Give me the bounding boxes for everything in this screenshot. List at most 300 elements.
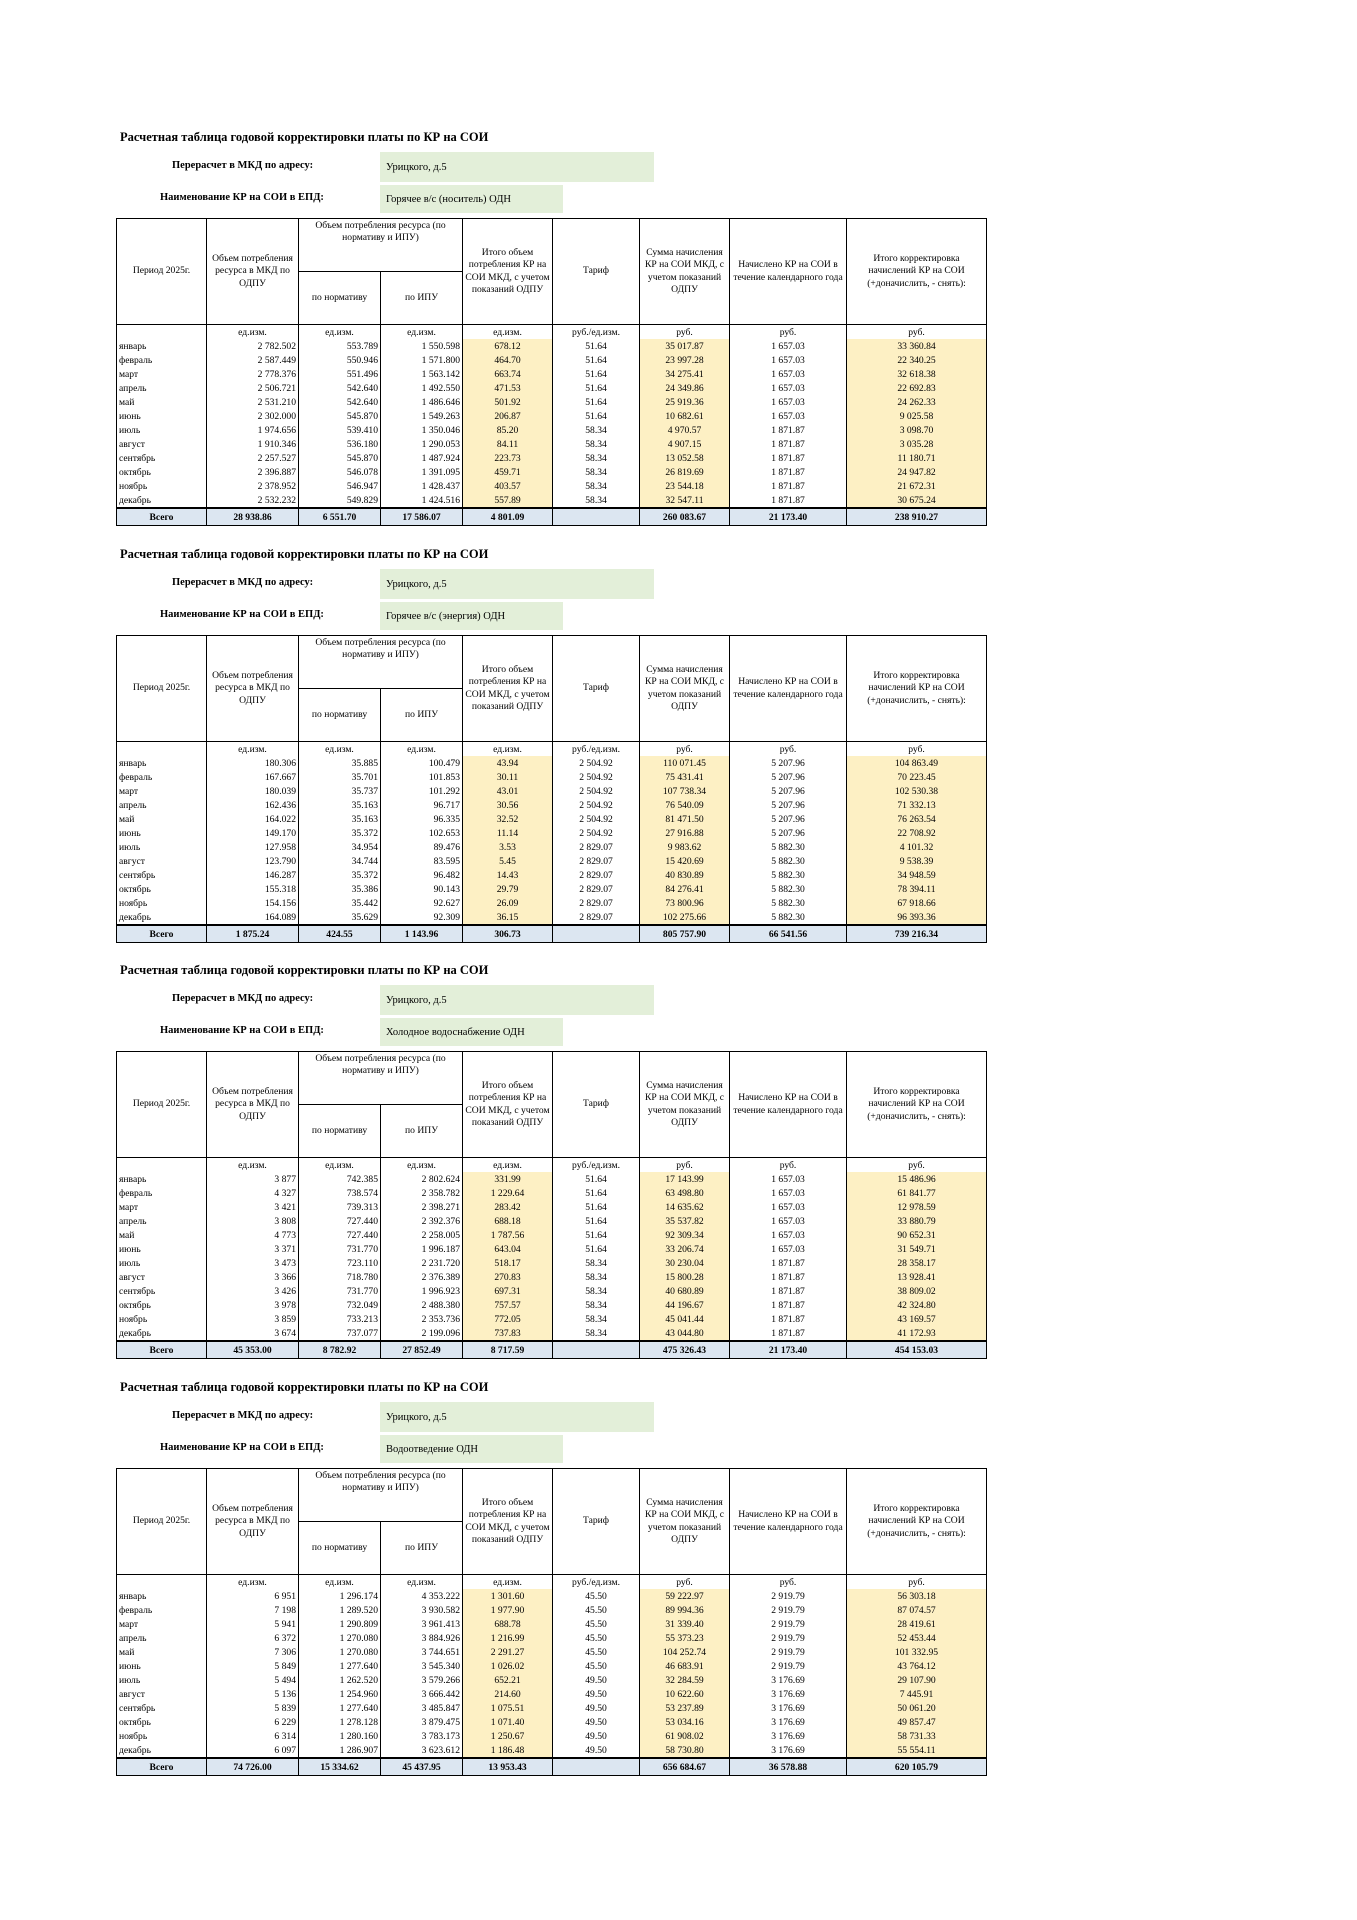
unit-cell <box>117 1158 207 1173</box>
header-total-volume: Итого объем потребления КР на СОИ МКД, с учетом показаний ОДПУ <box>463 1469 553 1575</box>
value-cell: 49.50 <box>553 1701 640 1715</box>
table-row <box>117 1645 987 1659</box>
table-row <box>117 1673 987 1687</box>
unit-cell: ед.изм. <box>463 325 553 340</box>
value-cell: 58.34 <box>553 465 640 479</box>
table-row <box>117 1631 987 1645</box>
value-cell: 737.077 <box>299 1326 381 1341</box>
value-cell: 1 391.095 <box>381 465 463 479</box>
value-cell: 33 880.79 <box>847 1214 987 1228</box>
value-cell: 2 829.07 <box>553 840 640 854</box>
month-cell: март <box>117 1617 207 1631</box>
value-cell: 550.946 <box>299 353 381 367</box>
value-cell: 3 783.173 <box>381 1729 463 1743</box>
total-cell: 1 143.96 <box>381 925 463 943</box>
value-cell: 22 692.83 <box>847 381 987 395</box>
value-cell: 32 284.59 <box>640 1673 730 1687</box>
table-row <box>117 868 987 882</box>
value-cell: 3 930.582 <box>381 1603 463 1617</box>
value-cell: 643.04 <box>463 1242 553 1256</box>
value-cell: 1 657.03 <box>730 1172 847 1186</box>
unit-cell: ед.изм. <box>299 1158 381 1173</box>
kr-name-label: Наименование КР на СОИ в ЕПД: <box>160 1442 324 1453</box>
value-cell: 10 682.61 <box>640 409 730 423</box>
value-cell: 739.313 <box>299 1200 381 1214</box>
unit-cell: ед.изм. <box>299 325 381 340</box>
value-cell: 688.78 <box>463 1617 553 1631</box>
value-cell: 92 309.34 <box>640 1228 730 1242</box>
value-cell: 22 708.92 <box>847 826 987 840</box>
table-row <box>117 896 987 910</box>
value-cell: 45.50 <box>553 1603 640 1617</box>
kr-name-label: Наименование КР на СОИ в ЕПД: <box>160 192 324 203</box>
value-cell: 464.70 <box>463 353 553 367</box>
table-row <box>117 493 987 508</box>
value-cell: 35.442 <box>299 896 381 910</box>
value-cell: 1 286.907 <box>299 1743 381 1758</box>
value-cell: 5 494 <box>207 1673 299 1687</box>
value-cell: 53 237.89 <box>640 1701 730 1715</box>
value-cell: 90.143 <box>381 882 463 896</box>
value-cell: 1 424.516 <box>381 493 463 508</box>
value-cell: 75 431.41 <box>640 770 730 784</box>
value-cell: 43 764.12 <box>847 1659 987 1673</box>
table-row <box>117 1214 987 1228</box>
value-cell: 23 997.28 <box>640 353 730 367</box>
value-cell: 31 549.71 <box>847 1242 987 1256</box>
value-cell: 403.57 <box>463 479 553 493</box>
value-cell: 43 169.57 <box>847 1312 987 1326</box>
value-cell: 43 044.80 <box>640 1326 730 1341</box>
value-cell: 35.163 <box>299 798 381 812</box>
value-cell: 501.92 <box>463 395 553 409</box>
month-cell: декабрь <box>117 493 207 508</box>
header-by-ipu: по ИПУ <box>381 1522 463 1575</box>
header-accrued: Начислено КР на СОИ в течение календарного года <box>730 1469 847 1575</box>
value-cell: 3 744.651 <box>381 1645 463 1659</box>
value-cell: 727.440 <box>299 1228 381 1242</box>
value-cell: 2 291.27 <box>463 1645 553 1659</box>
total-row <box>117 1341 987 1359</box>
table-row <box>117 423 987 437</box>
total-label: Всего <box>117 1758 207 1776</box>
value-cell: 3 176.69 <box>730 1701 847 1715</box>
month-cell: август <box>117 1687 207 1701</box>
value-cell: 102 530.38 <box>847 784 987 798</box>
table-row <box>117 381 987 395</box>
value-cell: 331.99 <box>463 1172 553 1186</box>
value-cell: 742.385 <box>299 1172 381 1186</box>
value-cell: 772.05 <box>463 1312 553 1326</box>
value-cell: 102.653 <box>381 826 463 840</box>
value-cell: 1 250.67 <box>463 1729 553 1743</box>
value-cell: 223.73 <box>463 451 553 465</box>
value-cell: 3 035.28 <box>847 437 987 451</box>
value-cell: 58.34 <box>553 451 640 465</box>
correction-section <box>116 1380 986 1780</box>
header-correction: Итого корректировка начислений КР на СОИ (+доначислить, - снять): <box>847 1052 987 1158</box>
section-title: Расчетная таблица годовой корректировки платы по КР на СОИ <box>120 130 489 144</box>
month-cell: июнь <box>117 826 207 840</box>
month-cell: январь <box>117 339 207 353</box>
kr-name-label: Наименование КР на СОИ в ЕПД: <box>160 609 324 620</box>
header-accrued: Начислено КР на СОИ в течение календарного года <box>730 636 847 742</box>
value-cell: 539.410 <box>299 423 381 437</box>
value-cell: 17 143.99 <box>640 1172 730 1186</box>
total-cell: 656 684.67 <box>640 1758 730 1776</box>
header-accrued: Начислено КР на СОИ в течение календарного года <box>730 1052 847 1158</box>
kr-name-value: Водоотведение ОДН <box>380 1435 563 1463</box>
header-volume-group: Объем потребления ресурса (по нормативу и ИПУ) <box>299 219 463 272</box>
value-cell: 154.156 <box>207 896 299 910</box>
value-cell: 1 871.87 <box>730 1326 847 1341</box>
month-cell: февраль <box>117 1186 207 1200</box>
value-cell: 1 262.520 <box>299 1673 381 1687</box>
value-cell: 43.94 <box>463 756 553 770</box>
header-period: Период 2025г. <box>117 636 207 742</box>
value-cell: 678.12 <box>463 339 553 353</box>
value-cell: 5 882.30 <box>730 840 847 854</box>
value-cell: 2 231.720 <box>381 1256 463 1270</box>
value-cell: 2 919.79 <box>730 1603 847 1617</box>
value-cell: 1 974.656 <box>207 423 299 437</box>
value-cell: 33 360.84 <box>847 339 987 353</box>
value-cell: 732.049 <box>299 1298 381 1312</box>
value-cell: 5 882.30 <box>730 868 847 882</box>
value-cell: 1 277.640 <box>299 1701 381 1715</box>
value-cell: 102 275.66 <box>640 910 730 925</box>
table-row <box>117 756 987 770</box>
value-cell: 1 290.809 <box>299 1617 381 1631</box>
value-cell: 3 877 <box>207 1172 299 1186</box>
value-cell: 85.20 <box>463 423 553 437</box>
month-cell: сентябрь <box>117 868 207 882</box>
table-row <box>117 1298 987 1312</box>
value-cell: 35 537.82 <box>640 1214 730 1228</box>
value-cell: 5 882.30 <box>730 896 847 910</box>
table-row <box>117 910 987 925</box>
value-cell: 9 025.58 <box>847 409 987 423</box>
total-cell: 260 083.67 <box>640 508 730 526</box>
value-cell: 35.386 <box>299 882 381 896</box>
month-cell: декабрь <box>117 1743 207 1758</box>
total-cell: 238 910.27 <box>847 508 987 526</box>
value-cell: 4 101.32 <box>847 840 987 854</box>
month-cell: июнь <box>117 409 207 423</box>
value-cell: 83.595 <box>381 854 463 868</box>
value-cell: 146.287 <box>207 868 299 882</box>
value-cell: 49.50 <box>553 1687 640 1701</box>
value-cell: 557.89 <box>463 493 553 508</box>
value-cell: 43.01 <box>463 784 553 798</box>
value-cell: 1 487.924 <box>381 451 463 465</box>
value-cell: 1 871.87 <box>730 465 847 479</box>
correction-table <box>116 635 987 943</box>
total-row <box>117 508 987 526</box>
table-row <box>117 339 987 353</box>
value-cell: 553.789 <box>299 339 381 353</box>
value-cell: 2 829.07 <box>553 910 640 925</box>
value-cell: 3 473 <box>207 1256 299 1270</box>
value-cell: 1 657.03 <box>730 381 847 395</box>
value-cell: 14 635.62 <box>640 1200 730 1214</box>
value-cell: 738.574 <box>299 1186 381 1200</box>
header-total-volume: Итого объем потребления КР на СОИ МКД, с учетом показаний ОДПУ <box>463 636 553 742</box>
value-cell: 3 623.612 <box>381 1743 463 1758</box>
header-volume-group: Объем потребления ресурса (по нормативу и ИПУ) <box>299 1469 463 1522</box>
value-cell: 96.335 <box>381 812 463 826</box>
value-cell: 546.078 <box>299 465 381 479</box>
value-cell: 1 657.03 <box>730 339 847 353</box>
value-cell: 107 738.34 <box>640 784 730 798</box>
value-cell: 2 587.449 <box>207 353 299 367</box>
value-cell: 29.79 <box>463 882 553 896</box>
value-cell: 45.50 <box>553 1589 640 1603</box>
correction-table <box>116 218 987 526</box>
unit-cell: руб. <box>847 742 987 757</box>
value-cell: 1 871.87 <box>730 1270 847 1284</box>
section-title: Расчетная таблица годовой корректировки платы по КР на СОИ <box>120 547 489 561</box>
value-cell: 283.42 <box>463 1200 553 1214</box>
value-cell: 15 800.28 <box>640 1270 730 1284</box>
value-cell: 2 353.736 <box>381 1312 463 1326</box>
value-cell: 3 176.69 <box>730 1687 847 1701</box>
value-cell: 2 504.92 <box>553 784 640 798</box>
month-cell: январь <box>117 1589 207 1603</box>
value-cell: 733.213 <box>299 1312 381 1326</box>
total-cell <box>553 1758 640 1776</box>
table-row <box>117 1659 987 1673</box>
value-cell: 21 672.31 <box>847 479 987 493</box>
value-cell: 1 977.90 <box>463 1603 553 1617</box>
recalc-address-label: Перерасчет в МКД по адресу: <box>172 993 314 1004</box>
value-cell: 34.954 <box>299 840 381 854</box>
total-cell: 28 938.86 <box>207 508 299 526</box>
value-cell: 58.34 <box>553 1298 640 1312</box>
value-cell: 14.43 <box>463 868 553 882</box>
value-cell: 4 773 <box>207 1228 299 1242</box>
value-cell: 1 871.87 <box>730 1298 847 1312</box>
table-row <box>117 1743 987 1758</box>
value-cell: 30 230.04 <box>640 1256 730 1270</box>
correction-table <box>116 1468 987 1776</box>
value-cell: 518.17 <box>463 1256 553 1270</box>
value-cell: 28 419.61 <box>847 1617 987 1631</box>
total-cell: 15 334.62 <box>299 1758 381 1776</box>
value-cell: 1 270.080 <box>299 1645 381 1659</box>
value-cell: 2 919.79 <box>730 1659 847 1673</box>
value-cell: 55 373.23 <box>640 1631 730 1645</box>
total-cell: 21 173.40 <box>730 1341 847 1359</box>
value-cell: 2 358.782 <box>381 1186 463 1200</box>
value-cell: 45.50 <box>553 1659 640 1673</box>
value-cell: 96.717 <box>381 798 463 812</box>
value-cell: 92.309 <box>381 910 463 925</box>
header-volume-odpu: Объем потребления ресурса в МКД по ОДПУ <box>207 1052 299 1158</box>
month-cell: июнь <box>117 1659 207 1673</box>
header-tariff: Тариф <box>553 1052 640 1158</box>
total-cell: 424.55 <box>299 925 381 943</box>
value-cell: 58.34 <box>553 1256 640 1270</box>
value-cell: 4 907.15 <box>640 437 730 451</box>
table-row <box>117 1617 987 1631</box>
total-cell <box>553 1341 640 1359</box>
header-total-volume: Итого объем потребления КР на СОИ МКД, с учетом показаний ОДПУ <box>463 219 553 325</box>
value-cell: 35.372 <box>299 826 381 840</box>
unit-cell: ед.изм. <box>381 325 463 340</box>
total-cell: 1 875.24 <box>207 925 299 943</box>
value-cell: 3 176.69 <box>730 1729 847 1743</box>
unit-cell <box>117 325 207 340</box>
total-cell: 6 551.70 <box>299 508 381 526</box>
value-cell: 757.57 <box>463 1298 553 1312</box>
header-by-norm: по нормативу <box>299 1522 381 1575</box>
month-cell: июль <box>117 840 207 854</box>
value-cell: 1 871.87 <box>730 437 847 451</box>
value-cell: 123.790 <box>207 854 299 868</box>
value-cell: 7 198 <box>207 1603 299 1617</box>
header-period: Период 2025г. <box>117 1469 207 1575</box>
value-cell: 167.667 <box>207 770 299 784</box>
month-cell: май <box>117 1228 207 1242</box>
units-row <box>117 742 987 757</box>
value-cell: 1 563.142 <box>381 367 463 381</box>
month-cell: октябрь <box>117 465 207 479</box>
unit-cell: ед.изм. <box>463 1158 553 1173</box>
total-label: Всего <box>117 925 207 943</box>
value-cell: 70 223.45 <box>847 770 987 784</box>
unit-cell: ед.изм. <box>207 325 299 340</box>
value-cell: 13 928.41 <box>847 1270 987 1284</box>
month-cell: ноябрь <box>117 1729 207 1743</box>
value-cell: 2 199.096 <box>381 1326 463 1341</box>
value-cell: 2 532.232 <box>207 493 299 508</box>
value-cell: 34 948.59 <box>847 868 987 882</box>
value-cell: 51.64 <box>553 353 640 367</box>
value-cell: 2 378.952 <box>207 479 299 493</box>
value-cell: 3 961.413 <box>381 1617 463 1631</box>
value-cell: 2 829.07 <box>553 854 640 868</box>
kr-name-label: Наименование КР на СОИ в ЕПД: <box>160 1025 324 1036</box>
header-tariff: Тариф <box>553 1469 640 1575</box>
value-cell: 536.180 <box>299 437 381 451</box>
value-cell: 1 657.03 <box>730 1228 847 1242</box>
value-cell: 32 547.11 <box>640 493 730 508</box>
value-cell: 1 657.03 <box>730 353 847 367</box>
value-cell: 1 871.87 <box>730 451 847 465</box>
value-cell: 688.18 <box>463 1214 553 1228</box>
correction-section <box>116 130 986 530</box>
value-cell: 50 061.20 <box>847 1701 987 1715</box>
value-cell: 6 951 <box>207 1589 299 1603</box>
value-cell: 2 504.92 <box>553 826 640 840</box>
unit-cell: руб. <box>847 1575 987 1590</box>
value-cell: 2 531.210 <box>207 395 299 409</box>
value-cell: 51.64 <box>553 395 640 409</box>
value-cell: 652.21 <box>463 1673 553 1687</box>
month-cell: апрель <box>117 798 207 812</box>
value-cell: 164.022 <box>207 812 299 826</box>
value-cell: 214.60 <box>463 1687 553 1701</box>
value-cell: 3 978 <box>207 1298 299 1312</box>
value-cell: 5.45 <box>463 854 553 868</box>
header-by-ipu: по ИПУ <box>381 272 463 325</box>
month-cell: февраль <box>117 1603 207 1617</box>
unit-cell: руб. <box>847 325 987 340</box>
value-cell: 3 674 <box>207 1326 299 1341</box>
table-row <box>117 1242 987 1256</box>
value-cell: 35.372 <box>299 868 381 882</box>
month-cell: октябрь <box>117 1298 207 1312</box>
value-cell: 718.780 <box>299 1270 381 1284</box>
table-row <box>117 770 987 784</box>
header-tariff: Тариф <box>553 636 640 742</box>
month-cell: август <box>117 1270 207 1284</box>
value-cell: 1 657.03 <box>730 395 847 409</box>
month-cell: сентябрь <box>117 451 207 465</box>
value-cell: 81 471.50 <box>640 812 730 826</box>
month-cell: март <box>117 367 207 381</box>
header-correction: Итого корректировка начислений КР на СОИ (+доначислить, - снять): <box>847 219 987 325</box>
value-cell: 45.50 <box>553 1645 640 1659</box>
value-cell: 549.829 <box>299 493 381 508</box>
unit-cell <box>117 1575 207 1590</box>
value-cell: 25 919.36 <box>640 395 730 409</box>
value-cell: 22 340.25 <box>847 353 987 367</box>
recalc-address-label: Перерасчет в МКД по адресу: <box>172 160 314 171</box>
value-cell: 2 919.79 <box>730 1631 847 1645</box>
value-cell: 58.34 <box>553 1270 640 1284</box>
table-row <box>117 1701 987 1715</box>
value-cell: 35.885 <box>299 756 381 770</box>
value-cell: 2 258.005 <box>381 1228 463 1242</box>
value-cell: 3 366 <box>207 1270 299 1284</box>
value-cell: 2 302.000 <box>207 409 299 423</box>
value-cell: 2 257.527 <box>207 451 299 465</box>
value-cell: 2 396.887 <box>207 465 299 479</box>
value-cell: 1 657.03 <box>730 1214 847 1228</box>
total-cell: 45 437.95 <box>381 1758 463 1776</box>
month-cell: июль <box>117 1673 207 1687</box>
value-cell: 55 554.11 <box>847 1743 987 1758</box>
correction-section <box>116 547 986 947</box>
unit-cell: руб./ед.изм. <box>553 1575 640 1590</box>
value-cell: 2 506.721 <box>207 381 299 395</box>
value-cell: 24 349.86 <box>640 381 730 395</box>
value-cell: 5 207.96 <box>730 798 847 812</box>
total-cell: 74 726.00 <box>207 1758 299 1776</box>
value-cell: 40 830.89 <box>640 868 730 882</box>
value-cell: 49.50 <box>553 1715 640 1729</box>
value-cell: 542.640 <box>299 395 381 409</box>
header-period: Период 2025г. <box>117 219 207 325</box>
value-cell: 5 136 <box>207 1687 299 1701</box>
value-cell: 2 504.92 <box>553 756 640 770</box>
value-cell: 270.83 <box>463 1270 553 1284</box>
value-cell: 63 498.80 <box>640 1186 730 1200</box>
unit-cell <box>117 742 207 757</box>
value-cell: 1 026.02 <box>463 1659 553 1673</box>
table-row <box>117 1172 987 1186</box>
value-cell: 1 486.646 <box>381 395 463 409</box>
value-cell: 162.436 <box>207 798 299 812</box>
table-row <box>117 826 987 840</box>
table-row <box>117 1200 987 1214</box>
value-cell: 58.34 <box>553 1312 640 1326</box>
value-cell: 1 657.03 <box>730 1242 847 1256</box>
table-row <box>117 409 987 423</box>
value-cell: 1 277.640 <box>299 1659 381 1673</box>
